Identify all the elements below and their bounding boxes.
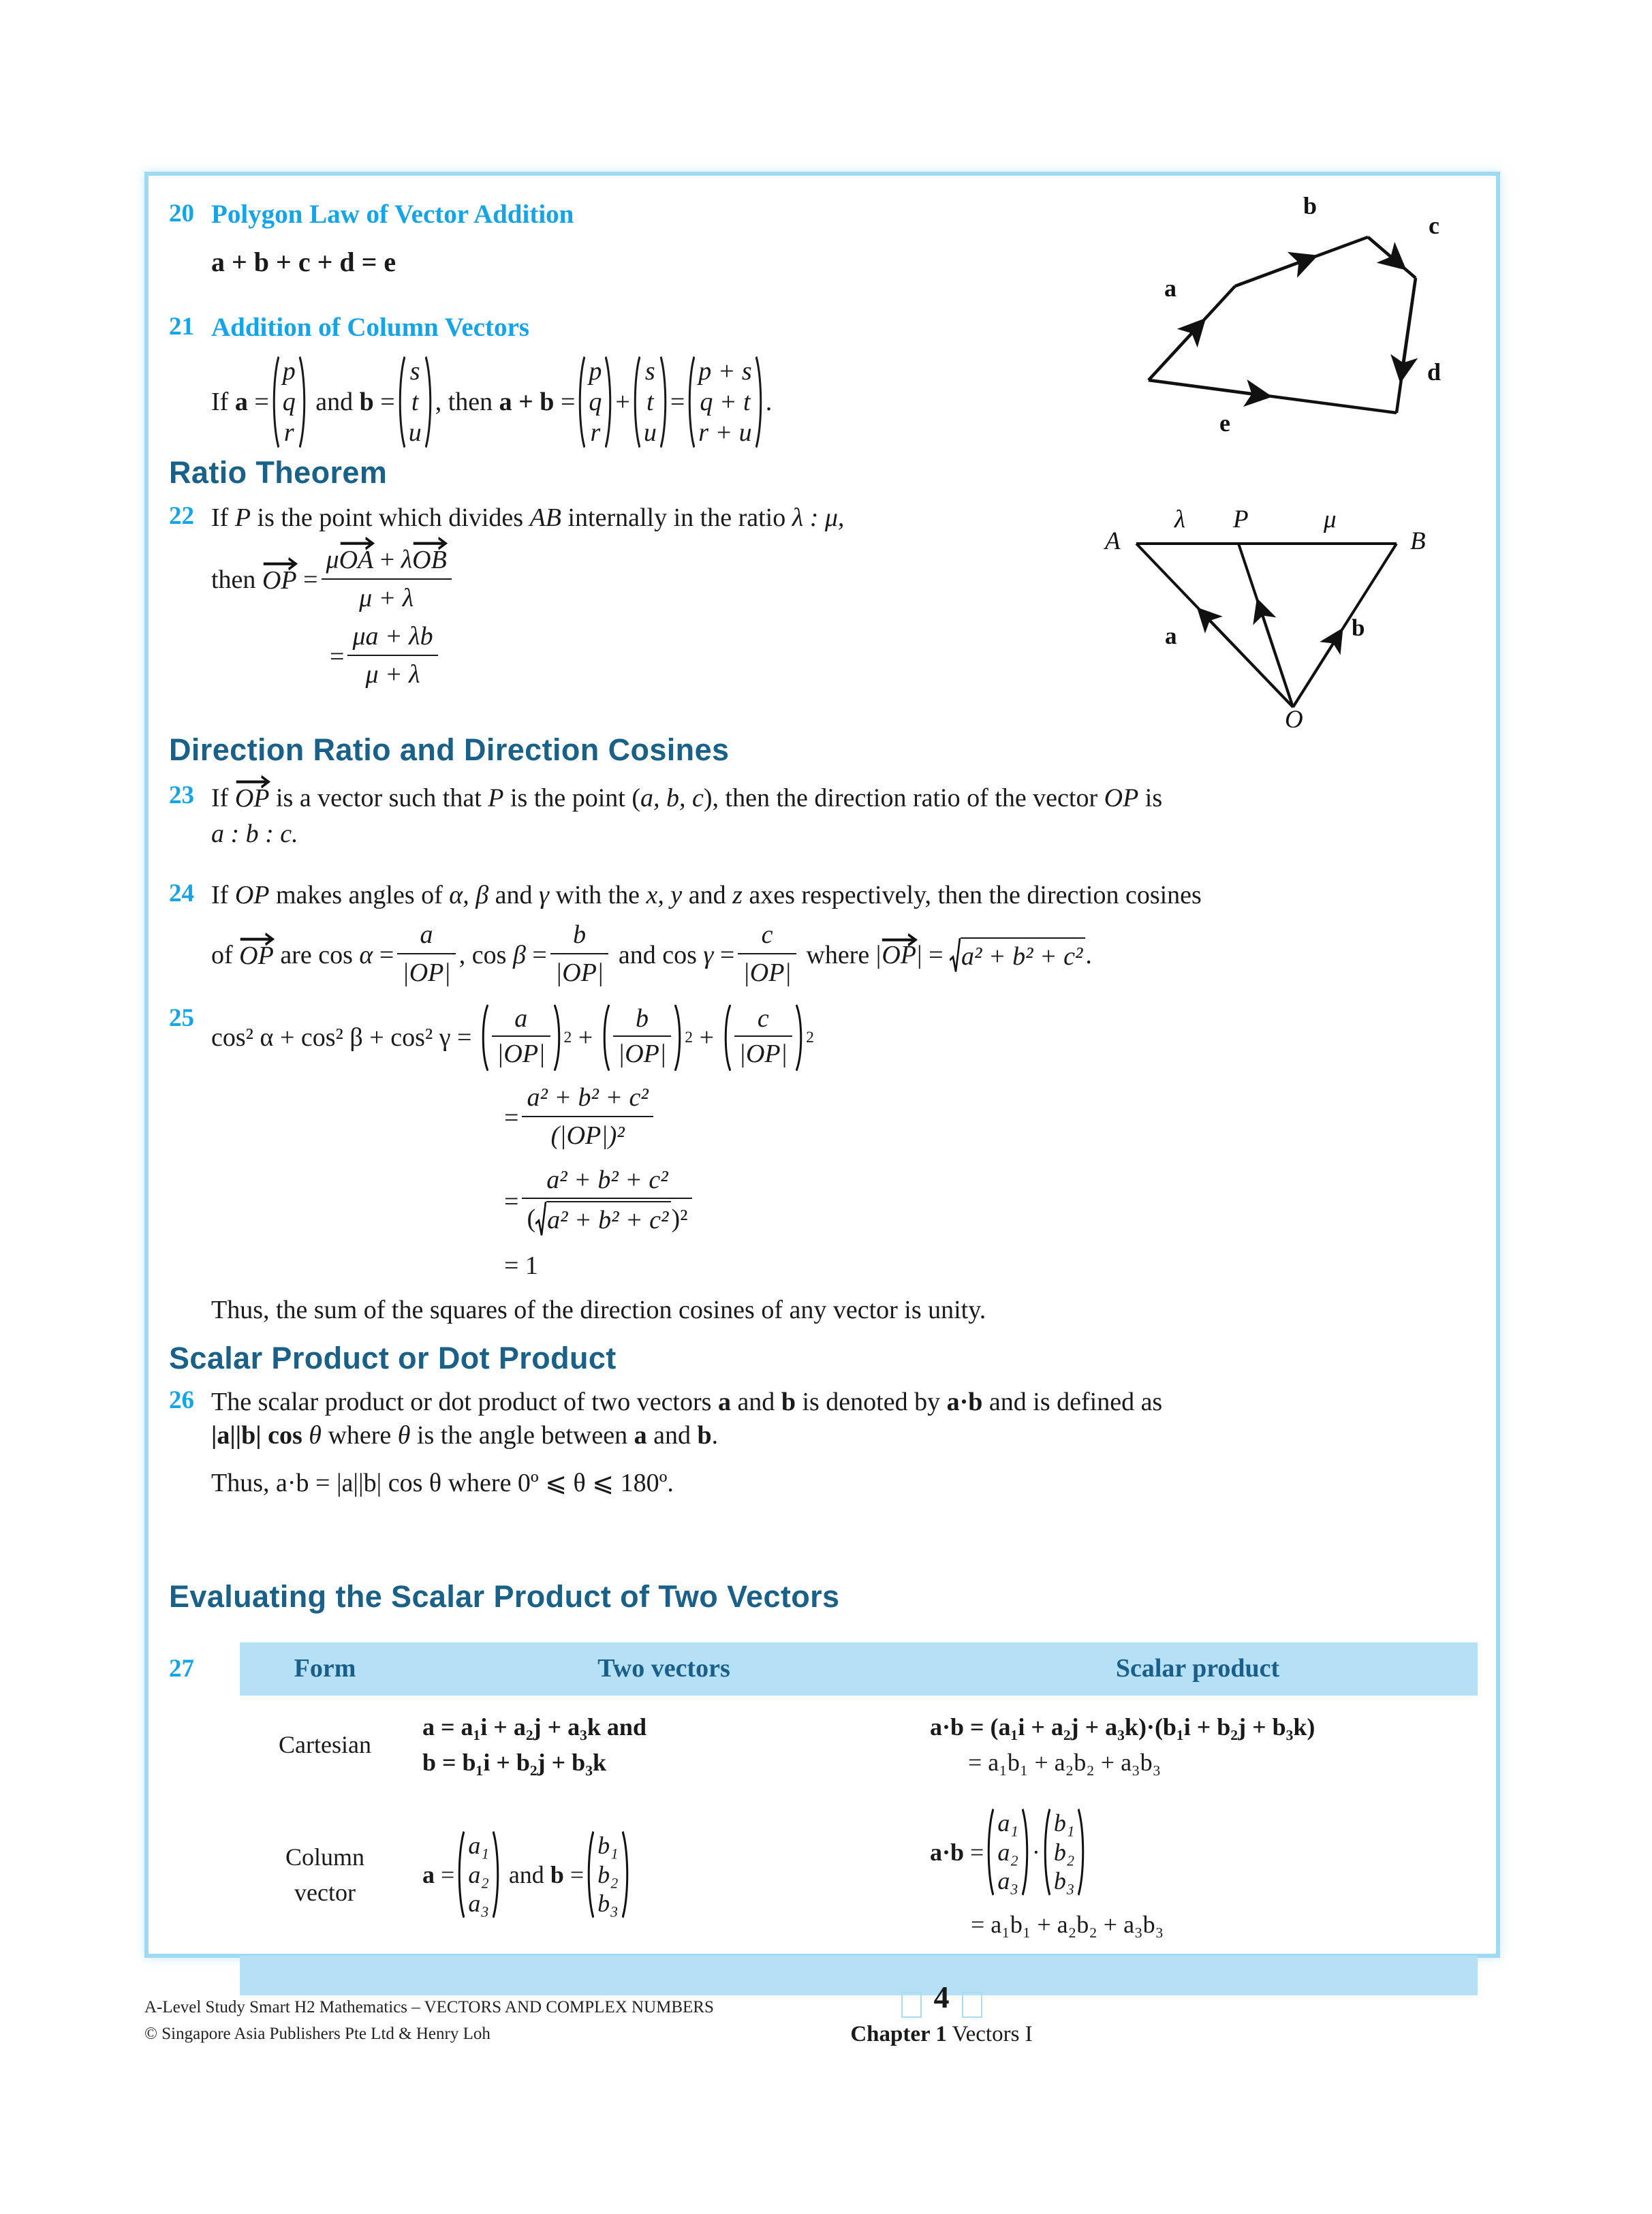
ratio-label-lambda: λ xyxy=(1174,505,1186,533)
item-20-formula: a + b + c + d = e xyxy=(211,247,396,277)
item-21-sum: a + b xyxy=(499,387,555,416)
page-number-square-right xyxy=(962,1992,982,2018)
item-21-then: , then xyxy=(435,387,493,416)
page-number-square-left xyxy=(901,1992,922,2018)
item-21-vector-sum: p + s q + t r + u xyxy=(686,355,764,449)
footer-line-2: © Singapore Asia Publishers Pte Ltd & Henry Loh xyxy=(144,2024,490,2043)
ratio-label-P: P xyxy=(1233,505,1249,533)
page-content xyxy=(169,183,1477,1947)
section-direction-ratio: Direction Ratio and Direction Cosines xyxy=(169,732,730,767)
footer-chapter-rest: Vectors I xyxy=(952,2022,1033,2047)
item-21-vector-a2: p q r xyxy=(576,355,614,449)
th-scalar-product: Scalar product xyxy=(918,1642,1478,1696)
page-footer xyxy=(144,1979,1507,2047)
ratio-label-A: A xyxy=(1105,527,1121,555)
item-21-and: and xyxy=(315,387,354,416)
item-25-result: = 1 xyxy=(504,1251,538,1281)
polygon-label-b: b xyxy=(1303,192,1318,219)
section-evaluating: Evaluating the Scalar Product of Two Vectors xyxy=(169,1579,840,1614)
polygon-label-c: c xyxy=(1429,212,1439,239)
polygon-law-diagram xyxy=(1095,176,1477,462)
th-two-vectors: Two vectors xyxy=(410,1642,918,1696)
item-21-eq3: = xyxy=(560,387,576,416)
item-21-eq1: = xyxy=(254,387,269,416)
item-20 xyxy=(169,199,918,279)
page-number: 4 xyxy=(933,1980,950,2014)
item-20-number: 20 xyxy=(169,200,194,228)
table-row-cartesian xyxy=(240,1696,1478,1794)
item-20-title: Polygon Law of Vector Addition xyxy=(211,200,574,229)
item-21 xyxy=(169,312,1020,449)
polygon-label-a: a xyxy=(1164,275,1176,302)
item-23-number: 23 xyxy=(169,781,194,809)
ratio-theorem-diagram xyxy=(1075,503,1470,728)
cell-product-cartesian: a·b = (a₁i + a₂j + a₃k)·(b₁i + b₂j + b₃k) = a₁b₁ + a₂b₂ + a₃b₃ xyxy=(930,1713,1315,1777)
cell-vectors-cartesian: a = a₁i + a₂j + a₃k and b = b₁i + b₂j + b₃k xyxy=(422,1713,646,1777)
cell-form-column: Column vector xyxy=(285,1843,364,1907)
item-21-a: a xyxy=(234,387,248,416)
ratio-label-a: a xyxy=(1165,623,1177,649)
th-form: Form xyxy=(240,1642,410,1696)
item-21-eq2: = xyxy=(380,387,395,416)
footer-chapter-bold: Chapter 1 xyxy=(850,2022,947,2047)
ratio-label-mu: μ xyxy=(1324,505,1337,533)
polygon-label-d: d xyxy=(1427,358,1441,386)
item-21-vector-b2: s t u xyxy=(632,355,669,449)
table-row-column-vector xyxy=(240,1794,1478,1956)
ratio-label-b: b xyxy=(1352,614,1365,641)
item-23: 23 If OP is a vector such that P is the point (a, b, c), then the direction ratio of the vector OP is a : b : c. xyxy=(169,781,1463,851)
ratio-label-O: O xyxy=(1285,706,1303,728)
item-21-number: 21 xyxy=(169,313,194,341)
item-21-b: b xyxy=(359,387,374,416)
item-21-period: . xyxy=(765,387,773,416)
item-21-vector-a: p q r xyxy=(270,355,308,449)
item-26: 26 The scalar product or dot product of two vectors a and b is denoted by a·b and is defined as |a||b| cos θ where θ is the angle between a and b. Thus, a·b = |a||b| cos θ where 0º ⩽ θ ⩽ 180º. xyxy=(169,1386,1463,1500)
vector-OP: OP xyxy=(262,563,297,597)
item-22-fraction-2: $\frac{\mu a + \lambda b}{\mu + \lambda}$ xyxy=(347,620,437,691)
item-25: 25 cos² α + cos² β + cos² γ = $\frac{a}{|OP|}$ 2 + $\frac{b}{|OP|}$ 2 + $\frac{c}{|OP|}$ 2 = $\frac{\text{a² + b² + c²}}{\text{(|OP|)²}}$ = a² + b² + c² ( a² + b² + c² )² = 1 Thus, the sum of the squares of the direction cosines of any vector is unity. xyxy=(169,1003,1463,1326)
section-scalar-product: Scalar Product or Dot Product xyxy=(169,1341,617,1375)
cell-vectors-column: a = a₁ a₂ a₃ and b = b₁ b₂ b₃ xyxy=(410,1794,918,1956)
item-25-closing: Thus, the sum of the squares of the direction cosines of any vector is unity. xyxy=(211,1295,986,1324)
item-24: 24 If OP makes angles of α, β and γ with the x, y and z axes respectively, then the direction cosines of OP are cos α = $\frac{a}{|OP|}$ , cos β = $\frac{b}{|OP|}$ and cos γ = $\frac{c}{|OP|}$ where | OP | = a² + b² + c² . xyxy=(169,879,1463,991)
footer-line-1: A-Level Study Smart H2 Mathematics – VECTORS AND COMPLEX NUMBERS xyxy=(144,1997,714,2016)
cell-product-column: a·b = a₁ a₂ a₃ · b₁ b₂ b₃ = a₁b₁ + a₂b₂ + a₃b₃ xyxy=(930,1809,1164,1938)
item-25-number: 25 xyxy=(169,1004,194,1032)
item-21-vector-b: s t u xyxy=(396,355,434,449)
column-vector-b: b₁ b₂ b₃ xyxy=(585,1830,631,1919)
item-26-number: 26 xyxy=(169,1386,194,1414)
section-ratio-theorem: Ratio Theorem xyxy=(169,455,388,490)
item-22: 22 If P is the point which divides AB internally in the ratio λ : μ, then OP = μ OA + λ OB μ + λ = $\frac{\mu a + \lambda b}{\mu + \lambda}$ xyxy=(169,501,952,693)
item-22-number: 22 xyxy=(169,502,194,530)
item-21-plus: + xyxy=(615,387,630,416)
item-24-number: 24 xyxy=(169,879,194,907)
cell-form-cartesian: Cartesian xyxy=(279,1731,371,1759)
footer-chapter xyxy=(730,2022,1153,2047)
scalar-product-table xyxy=(240,1642,1478,1995)
item-22-fraction-1: μ OA + λ OB μ + λ xyxy=(322,542,452,614)
column-vector-a: a₁ a₂ a₃ xyxy=(456,1830,501,1919)
ratio-label-B: B xyxy=(1410,527,1426,555)
item-26-thus: Thus, a·b = |a||b| cos θ where 0º ⩽ θ ⩽ 180º. xyxy=(211,1469,674,1498)
item-21-eq4: = xyxy=(670,387,685,416)
item-21-lead: If xyxy=(211,387,229,416)
polygon-label-e: e xyxy=(1219,409,1230,437)
table-header-row xyxy=(240,1642,1478,1696)
sqrt-abc: a² + b² + c² xyxy=(950,937,1085,973)
item-27-number: 27 xyxy=(169,1655,194,1683)
item-21-title: Addition of Column Vectors xyxy=(211,313,529,342)
